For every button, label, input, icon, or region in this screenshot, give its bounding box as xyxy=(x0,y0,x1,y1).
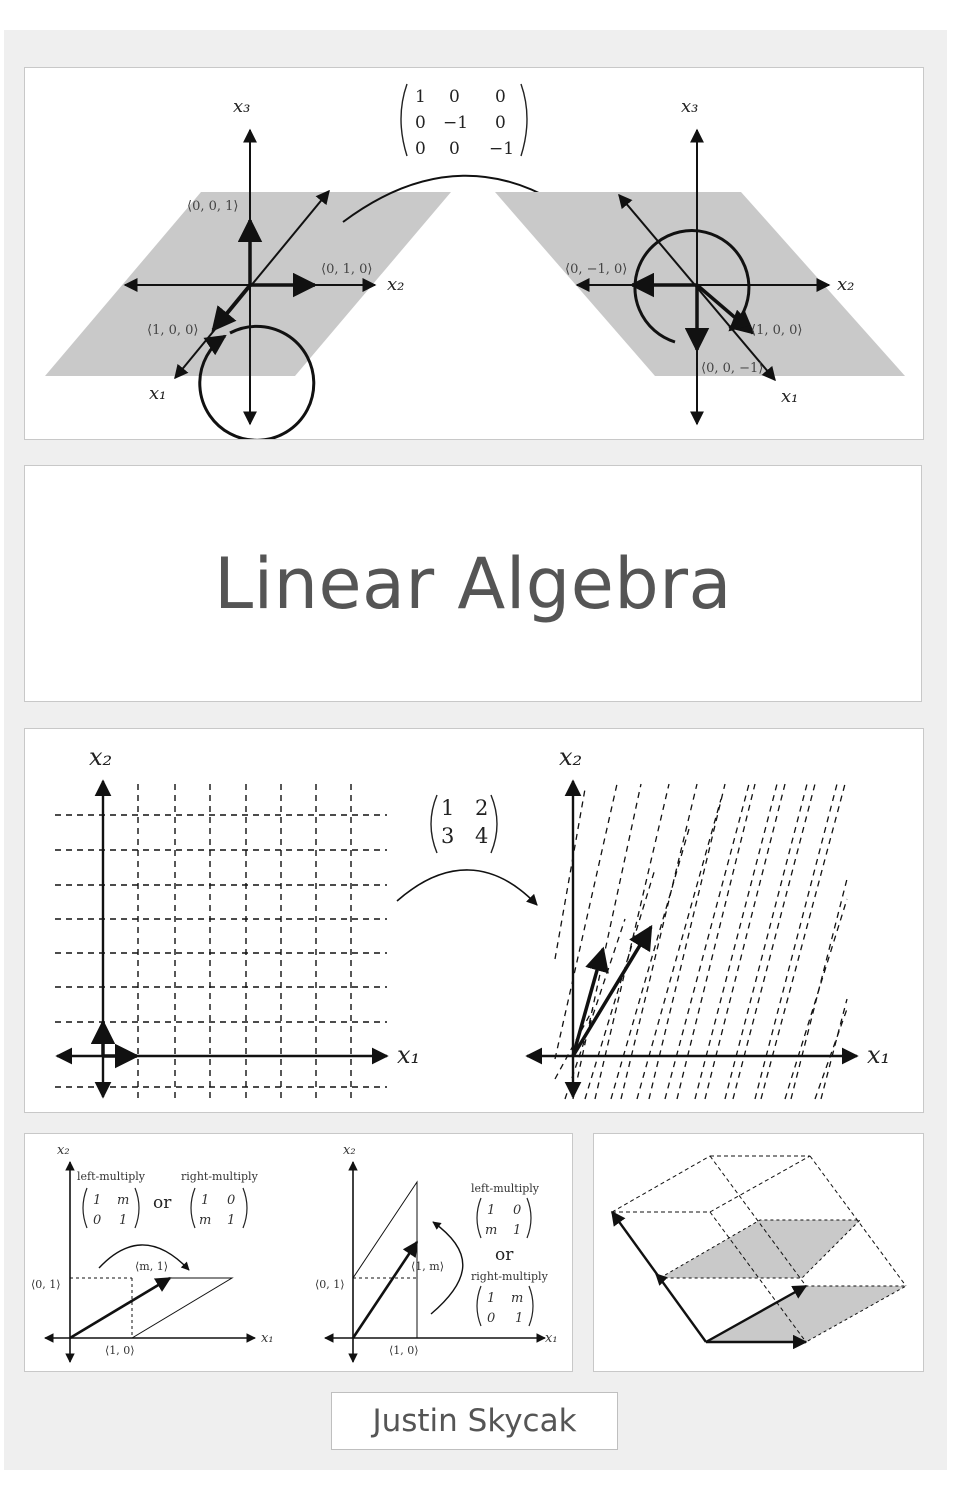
shear-right-vec-01: ⟨0, 1⟩ xyxy=(315,1278,345,1291)
shear-right-vec-1m: ⟨1, m⟩ xyxy=(411,1260,445,1273)
middle-figure-panel xyxy=(24,728,924,1113)
svg-text:−1: −1 xyxy=(489,139,515,159)
svg-text:1: 1 xyxy=(93,1193,102,1208)
svg-text:0: 0 xyxy=(487,1311,496,1326)
top-figure-panel xyxy=(24,67,924,440)
svg-text:1: 1 xyxy=(119,1213,128,1228)
right-x2-label: x₂ xyxy=(837,274,855,295)
shear-figure-panel xyxy=(24,1133,573,1372)
svg-text:m: m xyxy=(485,1223,498,1238)
right-x1-label: x₁ xyxy=(867,1041,891,1069)
left-x2-label: x₂ xyxy=(89,743,113,771)
shear-left-matrix-b xyxy=(191,1188,247,1228)
title-panel xyxy=(24,465,922,702)
shear-left-right-mult: right-multiply xyxy=(181,1170,258,1183)
left-vec-100-label: ⟨1, 0, 0⟩ xyxy=(147,323,199,338)
top-matrix xyxy=(401,84,527,159)
svg-text:1: 1 xyxy=(487,1203,496,1218)
shear-left-vec-10: ⟨1, 0⟩ xyxy=(105,1344,135,1357)
right-grid xyxy=(555,784,847,1099)
shear-left-x2: x₂ xyxy=(57,1143,70,1158)
left-x2-label: x₂ xyxy=(387,274,405,295)
svg-text:1: 1 xyxy=(201,1193,210,1208)
right-x1-label: x₁ xyxy=(781,386,799,407)
right-basis-col1 xyxy=(573,949,603,1056)
svg-text:0: 0 xyxy=(513,1203,522,1218)
svg-text:−1: −1 xyxy=(443,113,469,133)
svg-text:m: m xyxy=(199,1213,212,1228)
svg-text:4: 4 xyxy=(475,824,489,848)
svg-text:0: 0 xyxy=(449,87,460,107)
svg-text:m: m xyxy=(117,1193,130,1208)
reflection-figure xyxy=(25,68,923,439)
left-vec-010-label: ⟨0, 1, 0⟩ xyxy=(321,262,373,277)
svg-text:m: m xyxy=(511,1291,524,1306)
svg-text:1: 1 xyxy=(227,1213,236,1228)
right-x2-label: x₂ xyxy=(559,743,583,771)
svg-text:1: 1 xyxy=(441,796,455,820)
author-name: Justin Skycak xyxy=(372,1403,577,1439)
right-x3-label: x₃ xyxy=(681,96,699,117)
middle-matrix xyxy=(431,795,497,853)
shear-right-matrix-a xyxy=(477,1198,531,1238)
svg-text:1: 1 xyxy=(515,1311,524,1326)
left-x1-label: x₁ xyxy=(149,383,167,404)
shear-right-x1: x₁ xyxy=(545,1331,558,1346)
shear-left-x1: x₁ xyxy=(261,1331,274,1346)
right-vec-0m10-label: ⟨0, −1, 0⟩ xyxy=(565,262,628,277)
svg-text:0: 0 xyxy=(93,1213,102,1228)
svg-text:1: 1 xyxy=(415,87,426,107)
svg-text:0: 0 xyxy=(415,139,426,159)
left-grid xyxy=(55,784,387,1099)
book-title: Linear Algebra xyxy=(214,542,732,625)
left-vec-001-label: ⟨0, 0, 1⟩ xyxy=(187,199,239,214)
shaded-face-top xyxy=(660,1220,860,1278)
svg-text:0: 0 xyxy=(449,139,460,159)
svg-text:1: 1 xyxy=(487,1291,496,1306)
shear-right-matrix-b xyxy=(477,1286,533,1326)
shear-right-vec-10: ⟨1, 0⟩ xyxy=(389,1344,419,1357)
svg-text:2: 2 xyxy=(475,796,489,820)
middle-transform-arrow xyxy=(397,870,537,905)
svg-text:1: 1 xyxy=(513,1223,522,1238)
shear-left-vec-01: ⟨0, 1⟩ xyxy=(31,1278,61,1291)
left-x3-label: x₃ xyxy=(233,96,251,117)
left-x1-label: x₁ xyxy=(397,1041,421,1069)
shear-right-or: or xyxy=(495,1245,514,1265)
right-vec-00m1-label: ⟨0, 0, −1⟩ xyxy=(701,361,764,376)
svg-text:0: 0 xyxy=(227,1193,236,1208)
right-vec-100-label: ⟨1, 0, 0⟩ xyxy=(751,323,803,338)
shear-right-right-mult: right-multiply xyxy=(471,1270,548,1283)
svg-text:0: 0 xyxy=(415,113,426,133)
right-basis-col2 xyxy=(573,927,651,1056)
svg-text:0: 0 xyxy=(495,87,506,107)
shaded-face-bottom xyxy=(706,1286,906,1342)
author-box xyxy=(331,1392,618,1450)
grid-transform-figure xyxy=(25,729,923,1112)
shear-left-vec-m1: ⟨m, 1⟩ xyxy=(135,1260,169,1273)
svg-text:3: 3 xyxy=(441,824,455,848)
shear-left-matrix-a xyxy=(83,1188,139,1228)
shear-right-x2: x₂ xyxy=(343,1143,356,1158)
shear-left-left-mult: left-multiply xyxy=(77,1170,145,1183)
shear-figures xyxy=(25,1134,572,1371)
parallelepiped-panel xyxy=(593,1133,924,1372)
shear-right-left-mult: left-multiply xyxy=(471,1182,539,1195)
svg-text:0: 0 xyxy=(495,113,506,133)
parallelepiped-figure xyxy=(594,1134,923,1371)
shear-left-or: or xyxy=(153,1193,172,1213)
